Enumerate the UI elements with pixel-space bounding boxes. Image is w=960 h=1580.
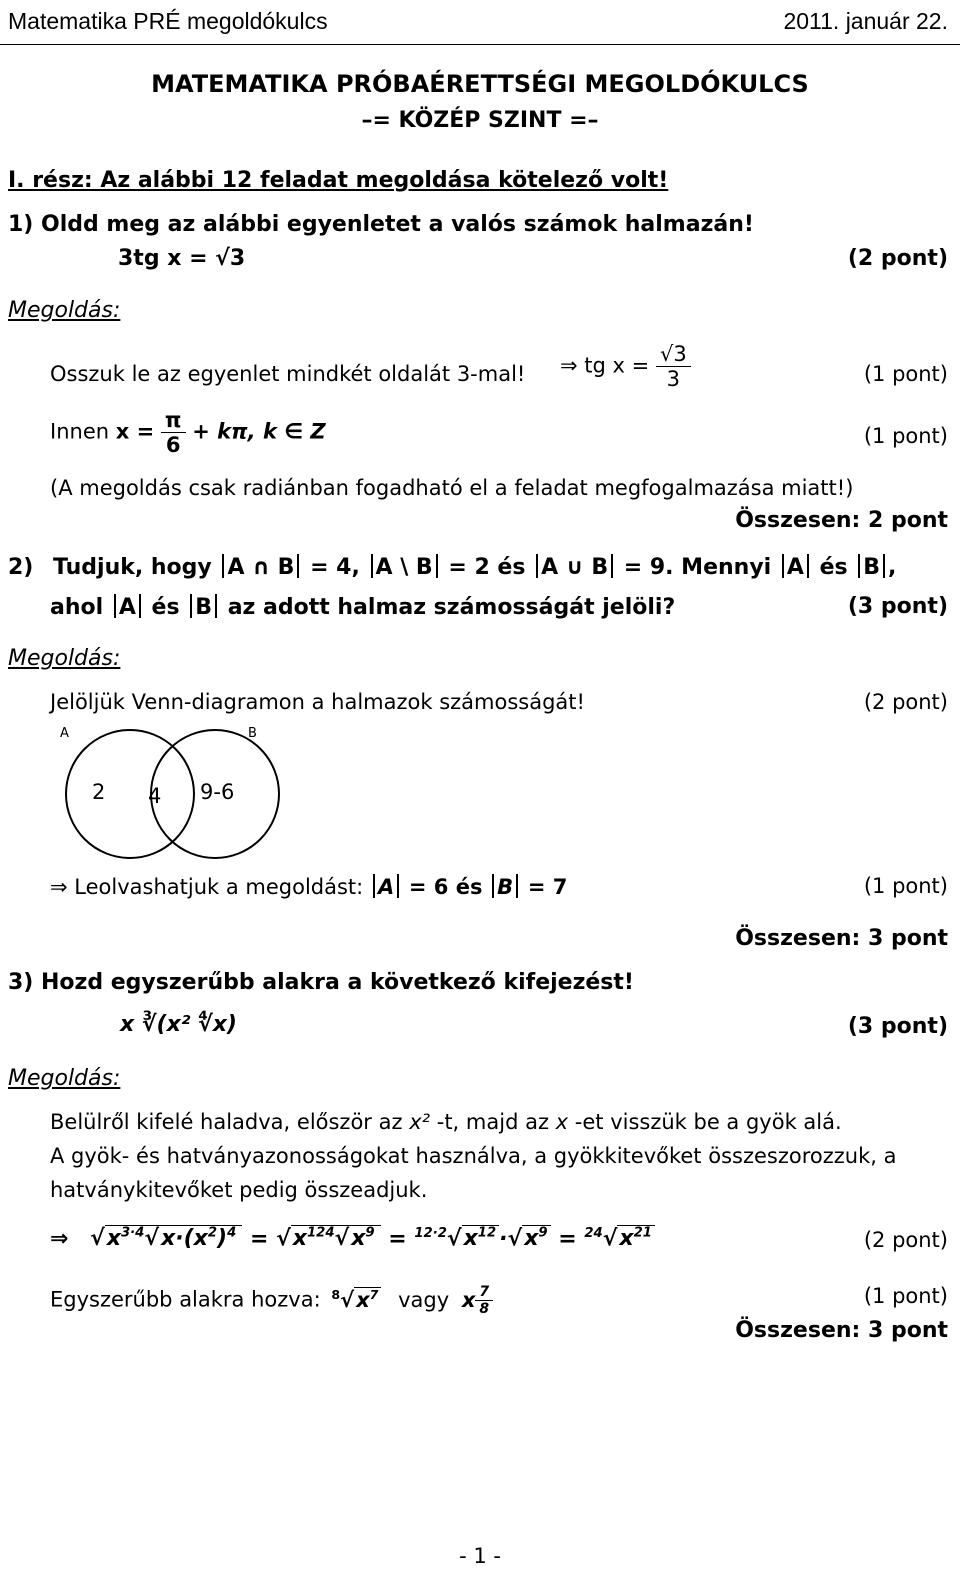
problem1-text: 1) Oldd meg az alábbi egyenletet a valós számok halmazán!	[8, 212, 754, 237]
p2-step1-text: Jelöljük Venn-diagramon a halmazok számosságát!	[50, 690, 585, 714]
p3-final: Egyszerűbb alakra hozva: $^8√x^7$ vagy x $\frac{7}{8}$	[50, 1284, 493, 1317]
venn-both: 4	[148, 784, 162, 808]
p3-calc-points: (2 pont)	[863, 1228, 948, 1252]
p3-step1-b: x²	[409, 1110, 431, 1134]
p3-calculation: ⇒ $√x^{3\cdot 4}√x\cdot(x^2)^4 = √x^{124}√x^9 = ^{12\cdot 2}√x^{12} \cdot√x^9 = ^{24}√x^{21}$	[50, 1226, 655, 1251]
p1-step1-result	[560, 342, 691, 391]
problem3-expression: x ∛(x² ∜x)	[120, 1012, 237, 1037]
implies-icon: ⇒	[50, 875, 68, 899]
p1-step1-fraction	[656, 342, 691, 391]
problem3-text: 3) Hozd egyszerűbb alakra a következő kifejezést!	[8, 970, 634, 995]
p2-result-points: (1 pont)	[863, 874, 948, 898]
p2-text-k: ,	[888, 555, 897, 580]
part-heading: I. rész: Az alábbi 12 feladat megoldása kötelező volt!	[8, 168, 669, 193]
p3-step2: A gyök- és hatványazonosságokat használva, a gyökkitevőket összeszorozzuk, a	[50, 1144, 897, 1168]
venn-only-b: 9-6	[200, 780, 235, 804]
p1-step2-den: 6	[165, 433, 181, 458]
p1-step2-rest: + kπ, k ∈ Z	[192, 419, 326, 444]
problem1-points: (2 pont)	[847, 246, 948, 271]
p1-step1-num: √3	[656, 342, 691, 367]
p3-step1-a: Belülről kifelé haladva, először az	[50, 1110, 403, 1134]
header-left: Matematika PRÉ megoldókulcs	[8, 8, 328, 34]
p2-set-union: A ∪ B	[541, 555, 609, 580]
header-right: 2011. január 22.	[783, 8, 948, 34]
p3-step1-e: -et visszük be a gyök alá.	[574, 1110, 842, 1134]
p2-text-c: = 4,	[310, 555, 360, 580]
p2-number: 2)	[8, 555, 34, 580]
p2-result-card-b: B	[497, 875, 514, 899]
p1-step2-fraction	[161, 408, 186, 457]
page-subtitle: –= KÖZÉP SZINT =–	[361, 108, 599, 133]
implies-icon: ⇒	[50, 1226, 69, 1252]
p3-final-points: (1 pont)	[863, 1284, 948, 1308]
problem3-points: (3 pont)	[847, 1014, 948, 1039]
p2-result	[50, 874, 567, 899]
p2-line2-card-b: B	[195, 595, 213, 620]
page-number: - 1 -	[459, 1544, 501, 1568]
solution-label-1: Megoldás:	[8, 298, 121, 323]
p1-step2-points: (1 pont)	[863, 424, 948, 448]
solution-label-2: Megoldás:	[8, 646, 121, 671]
p1-step1-points: (1 pont)	[863, 362, 948, 386]
p2-line2-a: ahol	[50, 595, 104, 620]
p3-final-text: Egyszerűbb alakra hozva:	[50, 1287, 321, 1312]
p2-text-i: és	[819, 555, 848, 580]
p3-step1	[50, 1110, 842, 1134]
problem2-points: (3 pont)	[847, 594, 948, 619]
p1-step2-num: π	[161, 408, 186, 433]
venn-label-b: B	[248, 726, 257, 741]
p2-result-a-val: = 6 és	[408, 875, 483, 899]
p1-total: Összesen: 2 pont	[735, 508, 948, 533]
p3-total: Összesen: 3 pont	[735, 1318, 948, 1343]
p1-step1-text: Osszuk le az egyenlet mindkét oldalát 3-mal!	[50, 362, 526, 386]
p2-set-difference: A \ B	[375, 555, 433, 580]
p1-step1-lhs: tg x =	[584, 353, 650, 378]
p2-result-card-a: A	[377, 875, 395, 899]
p2-result-b-val: = 7	[527, 875, 568, 899]
p2-text-a: Tudjuk, hogy	[53, 555, 212, 580]
p2-line2-card-a: A	[118, 595, 136, 620]
solution-label-3: Megoldás:	[8, 1066, 121, 1091]
p1-step1-den: 3	[666, 367, 680, 392]
p1-step2	[50, 408, 326, 457]
p2-text-e: = 2 és	[448, 555, 526, 580]
header-divider	[0, 44, 960, 45]
implies-icon: ⇒	[560, 353, 578, 378]
p2-total: Összesen: 3 pont	[735, 926, 948, 951]
p1-step2-prefix: Innen	[50, 419, 110, 444]
p2-card-b: B	[863, 555, 881, 580]
p2-card-a: A	[786, 555, 804, 580]
p2-step1-points: (2 pont)	[863, 690, 948, 714]
p3-final-or: vagy	[398, 1287, 450, 1312]
venn-circle-a	[66, 730, 194, 858]
problem2-line2	[50, 594, 675, 620]
p2-result-text: Leolvashatjuk a megoldást:	[74, 875, 364, 899]
p2-line2-c: és	[151, 595, 180, 620]
page-title: MATEMATIKA PRÓBAÉRETTSÉGI MEGOLDÓKULCS	[151, 70, 809, 98]
problem2-line1	[8, 554, 896, 580]
p3-step1-c: -t, majd az	[436, 1110, 549, 1134]
p1-note: (A megoldás csak radiánban fogadható el a feladat megfogalmazása miatt!)	[50, 476, 854, 500]
p2-set-intersection: A ∩ B	[227, 555, 295, 580]
problem1-equation: 3tg x = √3	[118, 246, 246, 271]
p2-line2-e: az adott halmaz számosságát jelöli?	[227, 595, 676, 620]
venn-label-a: A	[60, 726, 69, 741]
p1-step2-lhs: x =	[115, 419, 155, 444]
p2-text-g: = 9. Mennyi	[623, 555, 772, 580]
p3-step3: hatványkitevőket pedig összeadjuk.	[50, 1178, 428, 1202]
p3-step1-d: x	[555, 1110, 569, 1134]
venn-only-a: 2	[92, 780, 106, 804]
